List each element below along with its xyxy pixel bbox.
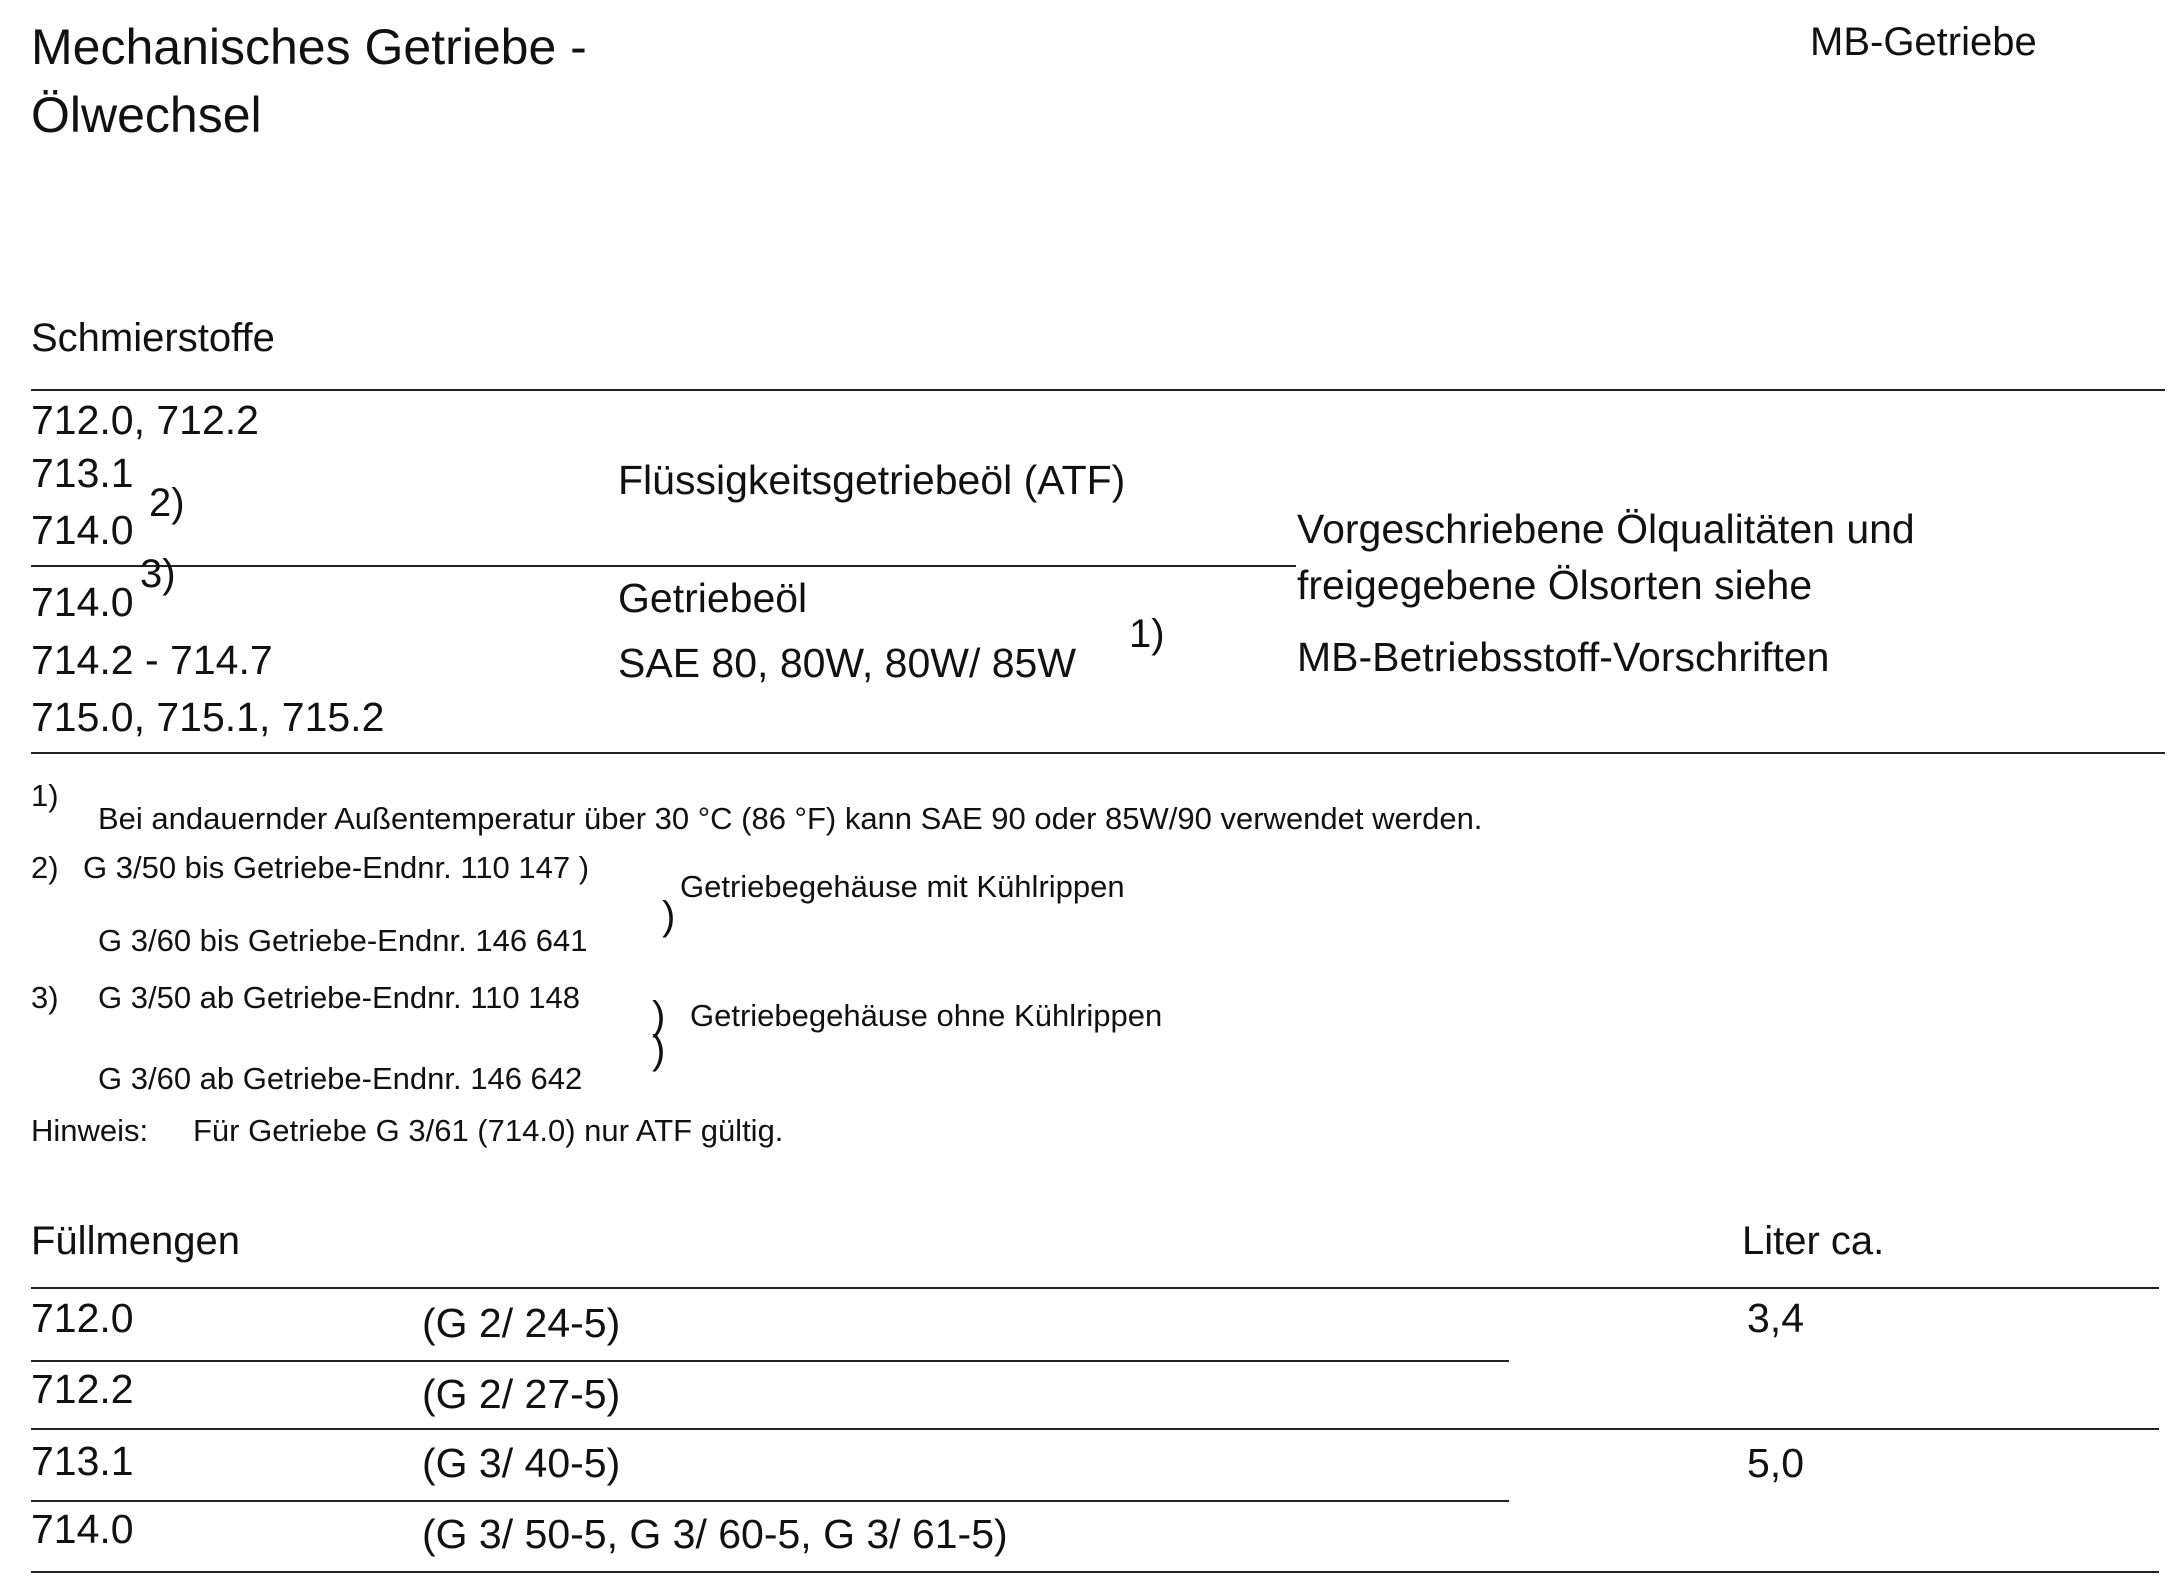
model-list-item: 714.0 (31, 507, 134, 553)
fill-row-code: (G 3/ 50-5, G 3/ 60-5, G 3/ 61-5) (422, 1511, 1008, 1557)
fill-row-code: (G 2/ 27-5) (422, 1371, 621, 1417)
bracket-glyph: ) (652, 994, 666, 1038)
footnote-3-line-1: G 3/50 ab Getriebe-Endnr. 110 148 (98, 980, 580, 1015)
fill-row-model: 713.1 (31, 1438, 134, 1484)
spec-note-line: Vorgeschriebene Ölqualitäten und (1297, 506, 1915, 552)
fill-row-code: (G 2/ 24-5) (422, 1300, 621, 1346)
oil-type-gear-oil: Getriebeöl (618, 575, 808, 621)
page-title-line-2: Ölwechsel (31, 87, 262, 143)
spec-note-line: freigegebene Ölsorten siehe (1297, 562, 1813, 608)
footnote-1-marker: 1) (31, 778, 59, 813)
footnote-1-text: Bei andauernder Außentemperatur über 30 °C (86 °F) kann SAE 90 oder 85W/90 verwendet werden. (98, 801, 1483, 836)
section-heading-fuellmengen: Füllmengen (31, 1219, 241, 1263)
footnote-3-line-2: G 3/60 ab Getriebe-Endnr. 146 642 (98, 1061, 583, 1096)
model-list-item: 712.0, 712.2 (31, 397, 259, 443)
table-bottom-rule (31, 752, 2165, 754)
bracket-glyph: ) (652, 1028, 666, 1072)
footnote-2-line-2: G 3/60 bis Getriebe-Endnr. 146 641 (98, 923, 588, 958)
hint-text: Für Getriebe G 3/61 (714.0) nur ATF gültig. (193, 1113, 784, 1148)
row-divider-rule (31, 1360, 1509, 1362)
row-divider-rule (31, 1500, 1509, 1502)
footnote-marker: 3) (140, 552, 176, 596)
model-list-item: 714.2 - 714.7 (31, 637, 273, 683)
page-title-line-1: Mechanisches Getriebe - (31, 19, 587, 75)
header-right-label: MB-Getriebe (1810, 20, 2037, 64)
table-top-rule (31, 1287, 2159, 1289)
section-heading-schmierstoffe: Schmierstoffe (31, 316, 275, 360)
fill-liters-value: 5,0 (1747, 1440, 1804, 1486)
fill-row-model: 714.0 (31, 1506, 134, 1552)
bracket-glyph: ) (662, 894, 676, 938)
table-bottom-rule (31, 1571, 2159, 1573)
oil-grades: SAE 80, 80W, 80W/ 85W (618, 640, 1077, 686)
footnote-3-marker: 3) (31, 980, 59, 1015)
model-list-item: 713.1 (31, 450, 134, 496)
fill-liters-value: 3,4 (1747, 1295, 1804, 1341)
model-list-item: 715.0, 715.1, 715.2 (31, 694, 385, 740)
fill-row-model: 712.0 (31, 1295, 134, 1341)
group-divider-rule (31, 1428, 2159, 1430)
footnote-marker: 2) (149, 481, 185, 525)
footnote-3-note: Getriebegehäuse ohne Kühlrippen (690, 998, 1163, 1033)
hint-label: Hinweis: (31, 1113, 149, 1148)
footnote-marker: 1) (1129, 612, 1165, 656)
table-top-rule (31, 389, 2165, 391)
fill-row-model: 712.2 (31, 1366, 134, 1412)
spec-note-line: MB-Betriebsstoff-Vorschriften (1297, 634, 1830, 680)
footnote-2-marker: 2) (31, 850, 59, 885)
liters-column-header: Liter ca. (1742, 1219, 1885, 1263)
footnote-2-line-1: G 3/50 bis Getriebe-Endnr. 110 147 ) (83, 850, 590, 885)
group-divider-rule (31, 565, 1296, 567)
model-list-item: 714.0 (31, 579, 134, 625)
fill-row-code: (G 3/ 40-5) (422, 1440, 621, 1486)
oil-type-atf: Flüssigkeitsgetriebeöl (ATF) (618, 457, 1126, 503)
footnote-2-note: Getriebegehäuse mit Kühlrippen (680, 869, 1125, 904)
